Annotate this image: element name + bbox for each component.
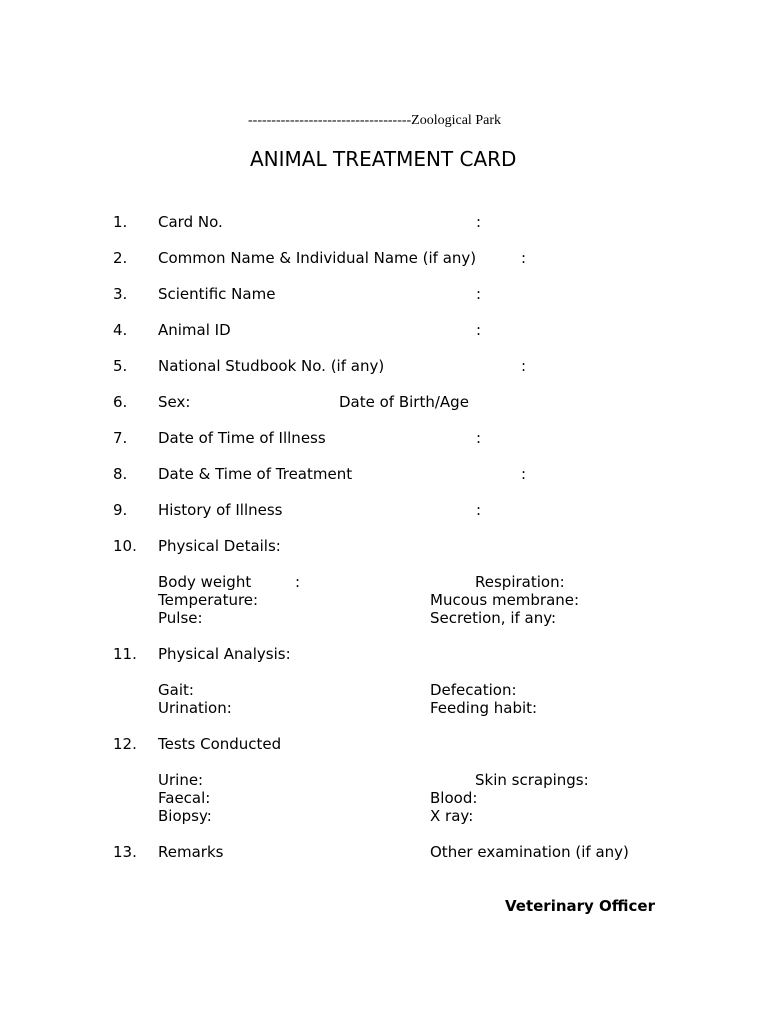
urine-label: Urine: xyxy=(158,771,204,789)
page-title: ANIMAL TREATMENT CARD xyxy=(250,147,517,171)
date-of-birth-label: Date of Birth/Age xyxy=(339,393,469,411)
common-name-colon: : xyxy=(521,249,527,267)
other-examination-label: Other examination (if any) xyxy=(430,843,629,861)
item-number: 5. xyxy=(113,357,128,375)
remarks-label: Remarks xyxy=(158,843,224,861)
body-weight-colon: : xyxy=(295,573,301,591)
physical-analysis-label: Physical Analysis: xyxy=(158,645,291,663)
xray-label: X ray: xyxy=(430,807,474,825)
animal-id-colon: : xyxy=(476,321,482,339)
item-number: 12. xyxy=(113,735,137,753)
common-name-label: Common Name & Individual Name (if any) xyxy=(158,249,477,267)
respiration-label: Respiration: xyxy=(475,573,565,591)
park-name-line: -----------------------------------Zoological Park xyxy=(248,113,501,128)
scientific-name-colon: : xyxy=(476,285,482,303)
card-no-label: Card No. xyxy=(158,213,223,231)
sex-label: Sex: xyxy=(158,393,191,411)
item-number: 3. xyxy=(113,285,128,303)
skin-scrapings-label: Skin scrapings: xyxy=(475,771,589,789)
item-number: 10. xyxy=(113,537,137,555)
biopsy-label: Biopsy: xyxy=(158,807,212,825)
mucous-membrane-label: Mucous membrane: xyxy=(430,591,580,609)
item-number: 2. xyxy=(113,249,128,267)
body-weight-label: Body weight xyxy=(158,573,252,591)
item-number: 1. xyxy=(113,213,128,231)
item-number: 8. xyxy=(113,465,128,483)
blood-label: Blood: xyxy=(430,789,478,807)
physical-details-label: Physical Details: xyxy=(158,537,281,555)
item-number: 11. xyxy=(113,645,137,663)
studbook-label: National Studbook No. (if any) xyxy=(158,357,385,375)
defecation-label: Defecation: xyxy=(430,681,517,699)
item-number: 4. xyxy=(113,321,128,339)
tests-conducted-label: Tests Conducted xyxy=(158,735,282,753)
item-number: 9. xyxy=(113,501,128,519)
animal-id-label: Animal ID xyxy=(158,321,231,339)
scientific-name-label: Scientific Name xyxy=(158,285,276,303)
temperature-label: Temperature: xyxy=(158,591,259,609)
secretion-label: Secretion, if any: xyxy=(430,609,557,627)
item-number: 6. xyxy=(113,393,128,411)
faecal-label: Faecal: xyxy=(158,789,211,807)
feeding-habit-label: Feeding habit: xyxy=(430,699,538,717)
veterinary-officer-signature: Veterinary Officer xyxy=(505,897,655,915)
illness-time-label: Date of Time of Illness xyxy=(158,429,326,447)
item-number: 13. xyxy=(113,843,137,861)
studbook-colon: : xyxy=(521,357,527,375)
gait-label: Gait: xyxy=(158,681,194,699)
history-colon: : xyxy=(476,501,482,519)
treatment-time-colon: : xyxy=(521,465,527,483)
card-no-colon: : xyxy=(476,213,482,231)
urination-label: Urination: xyxy=(158,699,232,717)
pulse-label: Pulse: xyxy=(158,609,203,627)
history-label: History of Illness xyxy=(158,501,283,519)
illness-time-colon: : xyxy=(476,429,482,447)
treatment-time-label: Date & Time of Treatment xyxy=(158,465,353,483)
item-number: 7. xyxy=(113,429,128,447)
